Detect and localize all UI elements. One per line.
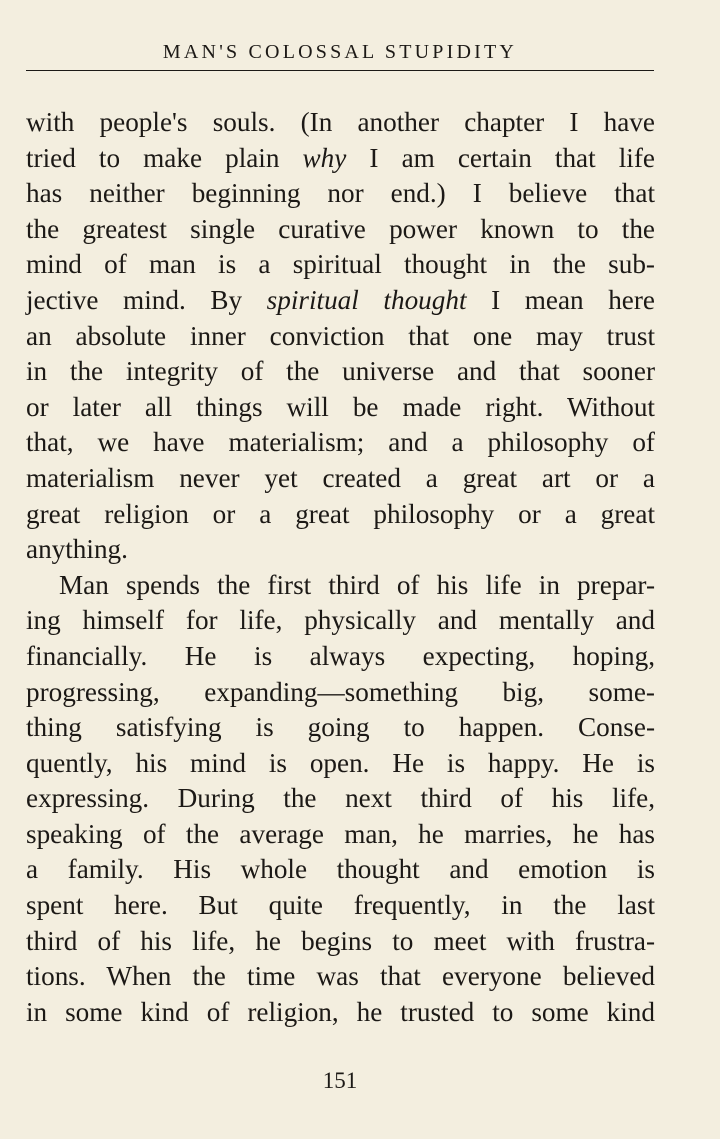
italic-emphasis: spiritual thought	[266, 284, 467, 315]
page-number: 151	[322, 1068, 358, 1093]
text-line: an absolute inner conviction that one may trust	[26, 320, 655, 351]
text-line: materialism never yet created a great art or a	[26, 462, 655, 493]
text-line: progressing, expanding—something big, some-	[26, 676, 655, 707]
text-line: third of his life, he begins to meet with frustra-	[26, 925, 655, 956]
text-line: mind of man is a spiritual thought in the sub-	[26, 249, 655, 280]
body-text	[26, 105, 655, 1030]
text-line: tions. When the time was that everyone believed	[26, 961, 655, 992]
text-line: has neither beginning nor end.) I believe that	[26, 178, 655, 209]
text-line: a family. His whole thought and emotion is	[26, 854, 655, 885]
text-line: spent here. But quite frequently, in the last	[26, 890, 655, 921]
text-line: in the integrity of the universe and that sooner	[26, 356, 655, 387]
text-line: quently, his mind is open. He is happy. He is	[26, 747, 655, 778]
text-line: the greatest single curative power known to the	[26, 213, 655, 244]
paragraph-start-line: Man spends the first third of his life in prepar-	[59, 569, 655, 600]
header-rule	[26, 70, 654, 71]
text-line: anything.	[26, 534, 128, 565]
text-line: ing himself for life, physically and mentally and	[26, 605, 655, 636]
text-line: expressing. During the next third of his life,	[26, 783, 655, 814]
text-line: jective mind. By spiritual thought I mean here	[26, 284, 655, 315]
text-line: great religion or a great philosophy or a great	[26, 498, 655, 529]
text-line: with people's souls. (In another chapter I have	[26, 107, 655, 137]
text-line: speaking of the average man, he marries, he has	[26, 818, 655, 849]
italic-emphasis: why	[302, 142, 347, 173]
text-line: in some kind of religion, he trusted to some kind	[26, 996, 655, 1027]
running-head: MAN'S COLOSSAL STUPIDITY	[162, 41, 518, 63]
text-line: or later all things will be made right. Without	[26, 391, 655, 422]
text-line: tried to make plain why I am certain that life	[26, 142, 655, 173]
text-line: that, we have materialism; and a philosophy of	[26, 427, 655, 458]
text-line: thing satisfying is going to happen. Conse-	[26, 712, 655, 743]
text-line: financially. He is always expecting, hoping,	[26, 640, 655, 671]
